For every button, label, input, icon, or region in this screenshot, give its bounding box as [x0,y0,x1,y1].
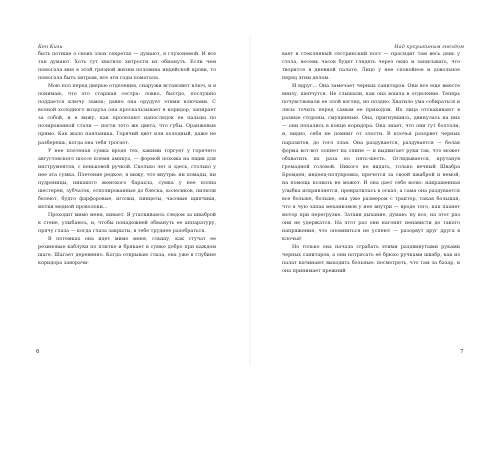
left-paragraph-4: Проходит мимо меня, кивает. Я утаскиваюсь следом за шваброй к стене, улыбаюсь, и, чтобы понадежней обмануть ее аппаратуру, прячу глаза — когда глаза закрыты, в тебе труднее разобраться. [38,211,216,235]
left-running-head: Кен Кизи [38,44,63,50]
right-paragraph-3: Но только она начала сграбать этими раздвинутыми руками черных санитаров, а они потрясать её брюхо ручками швабр, как из палат начинают выходить больные: посмотреть, что там за базар, и она принимает прежний [282,244,460,275]
right-running-head: Над кукушкиным гнездом [394,44,464,50]
right-paragraph-2: И вдруг... Она замечает черных санитаров. Они все еще вместе внизу, шепчутся. Не слышали, как она вошла в отделение. Теперь почувствовали ее злой взгляд, но поздно. Хватило ума собираться и лясы точить перед самым ее приходом. Их лица отскакивают в разные стороны, смущенные. Она, пригнувшись, двинулась на них — они попались в конце коридора. Она знает, что они тут болтали, и, видно, себя не помнит от злости. В клочья разорвет черных паразитов, до того злая. Она раздувается, раздувается — белая форма вот-вот лопнет на спине — и выдвигает руки так, что может обхватить их раза по пять-шесть. Оглядывается, крутанув громадной головой. Никого не видать, только вечный Швабра Бромден, индеец-полукровка, прячется за своей шваброй и немой, на помощь позвать не может. И она дает себе волю: накрашенная улыбка искривляется, превратилась в оскал, а сама она раздувается все больше, больше, она уже размером с трактор, такая большая, что я чую запах механизмов у нее внутри — вроде того, как пахнет мотор при перегрузке. Затаив дыхание, думаю: ну все, на этот раз они не удержатся. На этот раз они нагонят ненависти до такого напряжения, что опомниться не успеют — разорвут друг друга в клочья! [282,83,460,243]
left-paragraph-1: быть потише о своих злых секретах — думают, я глухонемой. И все так думают. Хоть тут хватило хитрости их обмануть. Если чем помогала мне в этой грязной жизни половина индейской крови, то помогала быть хитрым, все эти годы помогала. [38,51,216,82]
right-page [250,0,500,450]
right-text-block [282,50,460,275]
left-paragraph-2: Мою пол перед дверью отделения, снаружи вставляют ключ, и я понимаю, что это старшая сестра: ловко, быстро, послушно поддается ключу замок; давно она орудует этими ключами. С волной холодного воздуха она проскальзывает в коридор, запирает за собой, и я вижу, как пролезают напоследок ее пальцы по полированной стали — ногти того же цвета, что губы. Оранжевые прямо. Как жало паяльника. Горячий цвет или холодный, даже не разберешь, когда она тебя трогает. [38,83,216,146]
right-page-number: 7 [460,349,464,355]
left-text-block [38,50,216,267]
left-paragraph-3: У нее плетеная сумка вроде тех, хакими торгует у горячего августовского шоссе племя ампкуа, — формой похожа на ящик для инструментов, с пеньковой ручкой. Сколько лет я здесь, столько у нее эта сумка. Плетение редкое, я вижу, что внутри: ни помады, ни пудреницы, никакого женского барахла, сумка у нее полна шестерен, зубчаток, отполированные до блеска, колесиков, пилюли белеют, будто фарфоровые, иголки, пинцеты, часовые щипчики, мотки медной проволоки... [38,147,216,210]
right-paragraph-1: вает в стеклянный сестринский пост — просидит там весь день у стола, восемь часов будет глядеть через окно и записывать, что творится в дневной палате. Лицо у нее спокойное и довольное перед этим делом. [282,51,460,82]
left-paragraph-5: В потемках она идет мимо меня, слышу, как стучат ее резиновые каблуки по плитке и брякает в сумке добро при каждом шаге. Шагает деревянно. Когда открываю глаза, она уже в глубине коридора заворачи- [38,236,216,267]
left-page-number: 6 [36,349,40,355]
